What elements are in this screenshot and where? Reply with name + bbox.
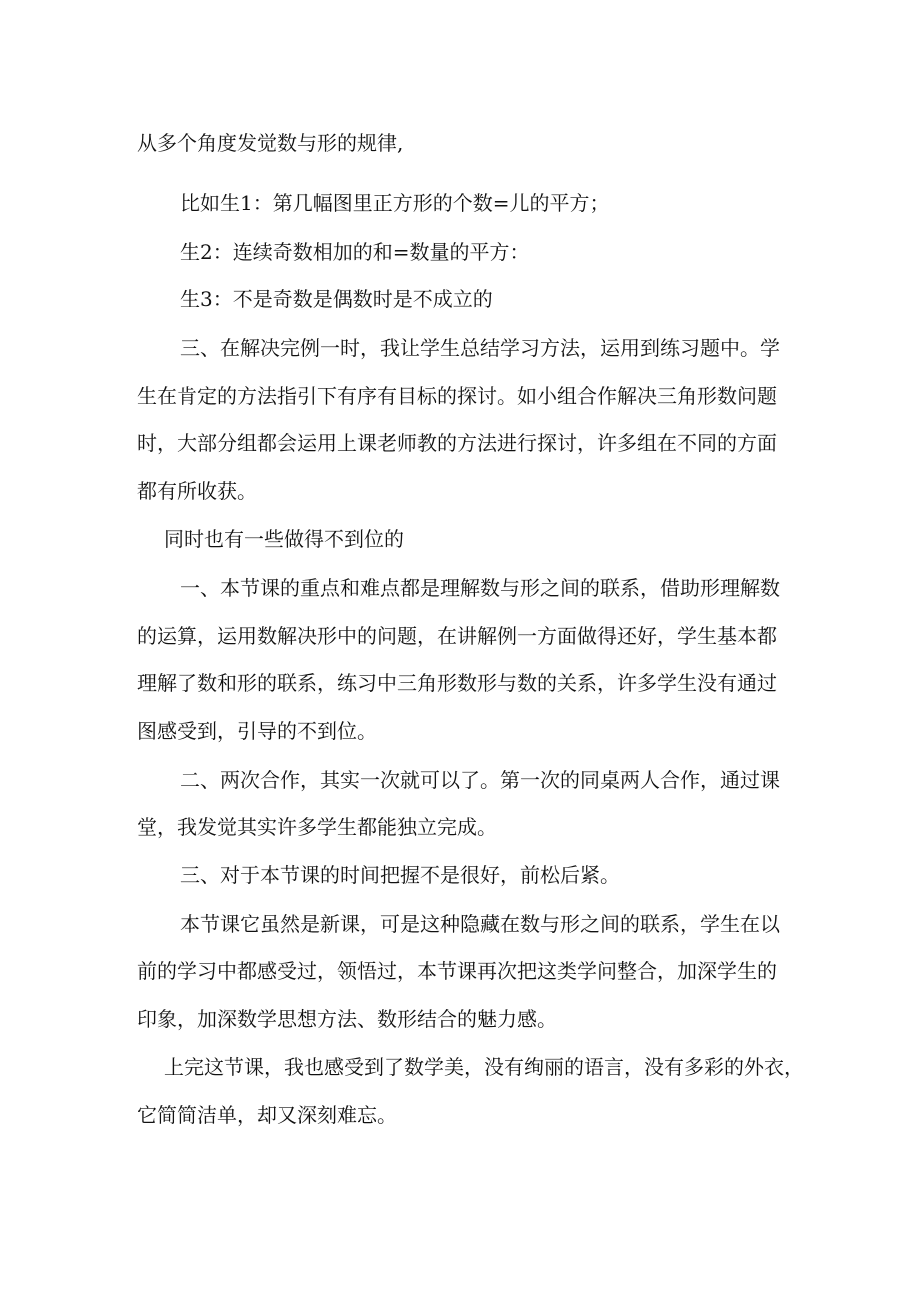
text-line: 理解了数和形的联系，练习中三角形数形与数的关系，许多学生没有通过 bbox=[137, 671, 777, 695]
text-line: 生在肯定的方法指引下有序有目标的探讨。如小组合作解决三角形数问题 bbox=[137, 384, 777, 408]
text-line: 三、对于本节课的时间把握不是很好，前松后紧。 bbox=[180, 863, 620, 887]
text-line: 从多个角度发觉数与形的规律, bbox=[137, 131, 404, 155]
text-line: 时，大部分组都会运用上课老师教的方法进行探讨，许多组在不同的方面 bbox=[137, 431, 777, 455]
text-line: 本节课它虽然是新课，可是这种隐藏在数与形之间的联系，学生在以 bbox=[180, 912, 780, 936]
text-line: 一、本节课的重点和难点都是理解数与形之间的联系，借助形理解数 bbox=[180, 576, 780, 600]
text-line: 二、两次合作，其实一次就可以了。第一次的同桌两人合作，通过课 bbox=[180, 768, 780, 792]
text-line: 都有所收获。 bbox=[137, 479, 257, 503]
text-line: 上完这节课，我也感受到了数学美，没有绚丽的语言，没有多彩的外衣， bbox=[164, 1055, 804, 1079]
text-line: 同时也有一些做得不到位的 bbox=[164, 527, 404, 551]
text-line: 它简简洁单，却又深刻难忘。 bbox=[137, 1103, 397, 1127]
text-line: 三、在解决完例一时，我让学生总结学习方法，运用到练习题中。学 bbox=[180, 336, 780, 360]
text-line: 的运算，运用数解决形中的问题，在讲解例一方面做得还好，学生基本都 bbox=[137, 624, 777, 648]
text-line: 前的学习中都感受过，领悟过，本节课再次把这类学问整合，加深学生的 bbox=[137, 959, 777, 983]
text-line: 印象，加深数学思想方法、数形结合的魅力感。 bbox=[137, 1007, 557, 1031]
text-line: 图感受到，引导的不到位。 bbox=[137, 719, 377, 743]
text-line: 堂，我发觉其实许多学生都能独立完成。 bbox=[137, 815, 497, 839]
text-line: 生2：连续奇数相加的和=数量的平方： bbox=[180, 240, 530, 264]
text-line: 比如生1：第几幅图里正方形的个数=儿的平方； bbox=[180, 191, 610, 215]
text-line: 生3：不是奇数是偶数时是不成立的 bbox=[180, 287, 493, 311]
